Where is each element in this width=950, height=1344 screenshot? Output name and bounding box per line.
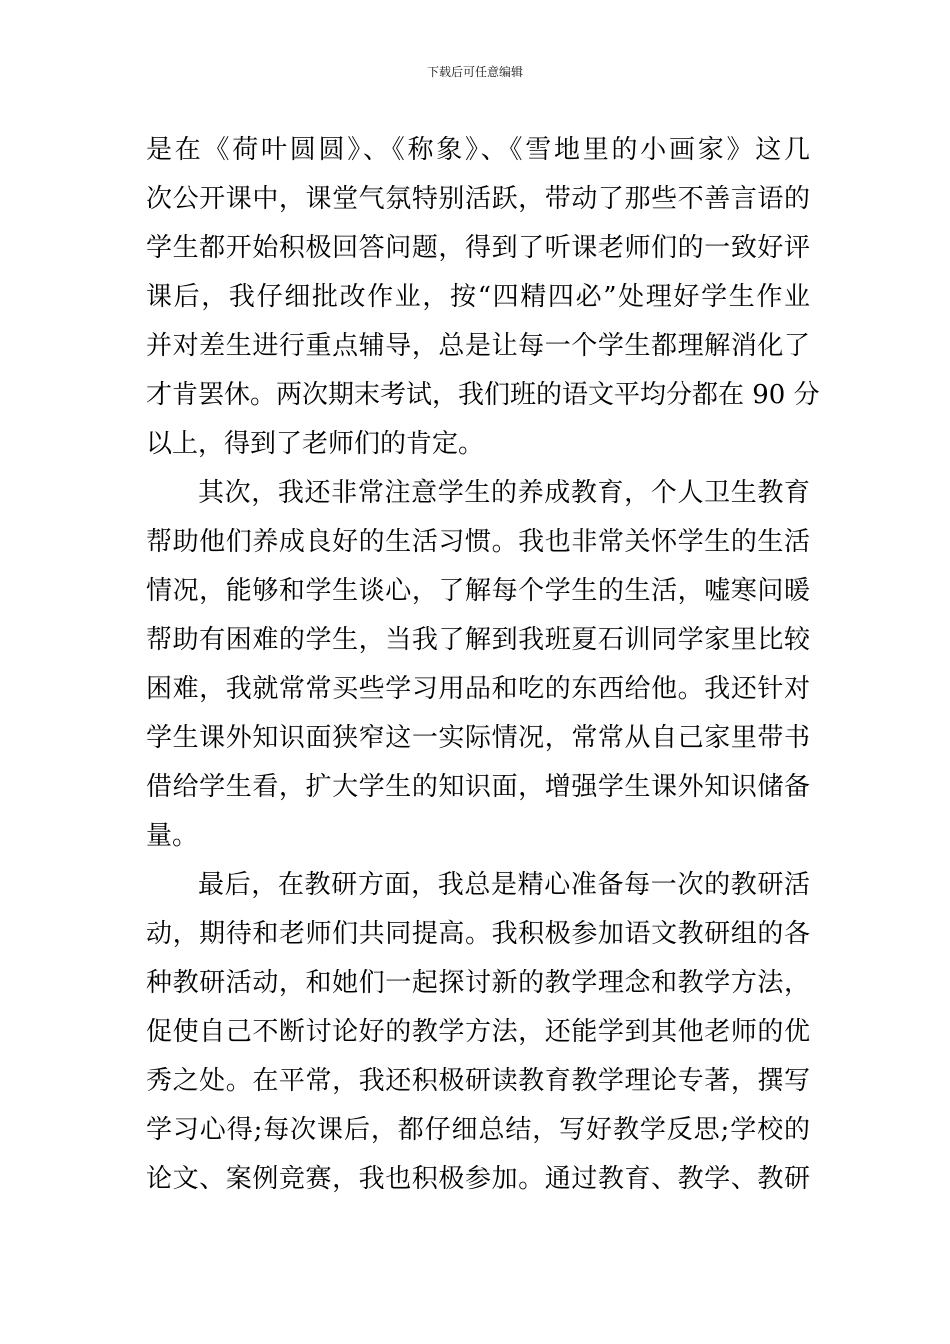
text-line: 学生都开始积极回答问题，得到了听课老师们的一致好评 bbox=[146, 233, 810, 263]
text-line: 并对差生进行重点辅导，总是让每一个学生都理解消化了 bbox=[146, 331, 810, 361]
text-line: 课后，我仔细批改作业，按“四精四必”处理好学生作业 bbox=[146, 282, 810, 312]
text-line: 是在《荷叶圆圆》、《称象》、《雪地里的小画家》这几 bbox=[146, 135, 810, 165]
text-line: 论文、案例竞赛，我也积极参加。通过教育、教学、教研 bbox=[146, 1164, 810, 1194]
text-line: 学生课外知识面狭窄这一实际情况，常常从自己家里带书 bbox=[146, 723, 810, 753]
text-line: 情况，能够和学生谈心，了解每个学生的生活，嘘寒问暖 bbox=[146, 576, 810, 606]
paragraph bbox=[146, 126, 820, 469]
text-line: 帮助他们养成良好的生活习惯。我也非常关怀学生的生活 bbox=[146, 527, 810, 557]
text-line: 帮助有困难的学生，当我了解到我班夏石训同学家里比较 bbox=[146, 625, 810, 655]
text-line: 动，期待和老师们共同提高。我积极参加语文教研组的各 bbox=[146, 919, 810, 949]
text-line: 借给学生看，扩大学生的知识面，增强学生课外知识储备 bbox=[146, 772, 810, 802]
paragraph bbox=[146, 861, 810, 1204]
text-line: 次公开课中，课堂气氛特别活跃，带动了那些不善言语的 bbox=[146, 184, 810, 214]
text-line: 量。 bbox=[146, 821, 199, 851]
text-line: 以上，得到了老师们的肯定。 bbox=[146, 429, 485, 459]
text-line: 才肯罢休。两次期末考试，我们班的语文平均分都在 90 分 bbox=[146, 380, 820, 410]
paragraph bbox=[146, 469, 810, 861]
body-text bbox=[146, 126, 820, 1204]
text-line: 学习心得;每次课后，都仔细总结，写好教学反思;学校的 bbox=[146, 1115, 810, 1145]
text-line: 促使自己不断讨论好的教学方法，还能学到其他老师的优 bbox=[146, 1017, 810, 1047]
text-line: 其次，我还非常注意学生的养成教育，个人卫生教育 bbox=[198, 478, 810, 508]
text-line: 困难，我就常常买些学习用品和吃的东西给他。我还针对 bbox=[146, 674, 810, 704]
page-header: 下载后可任意编辑 bbox=[426, 65, 523, 79]
text-line: 秀之处。在平常，我还积极研读教育教学理论专著，撰写 bbox=[146, 1066, 810, 1096]
text-line: 种教研活动，和她们一起探讨新的教学理念和教学方法， bbox=[146, 968, 810, 998]
text-line: 最后，在教研方面，我总是精心准备每一次的教研活 bbox=[198, 870, 810, 900]
